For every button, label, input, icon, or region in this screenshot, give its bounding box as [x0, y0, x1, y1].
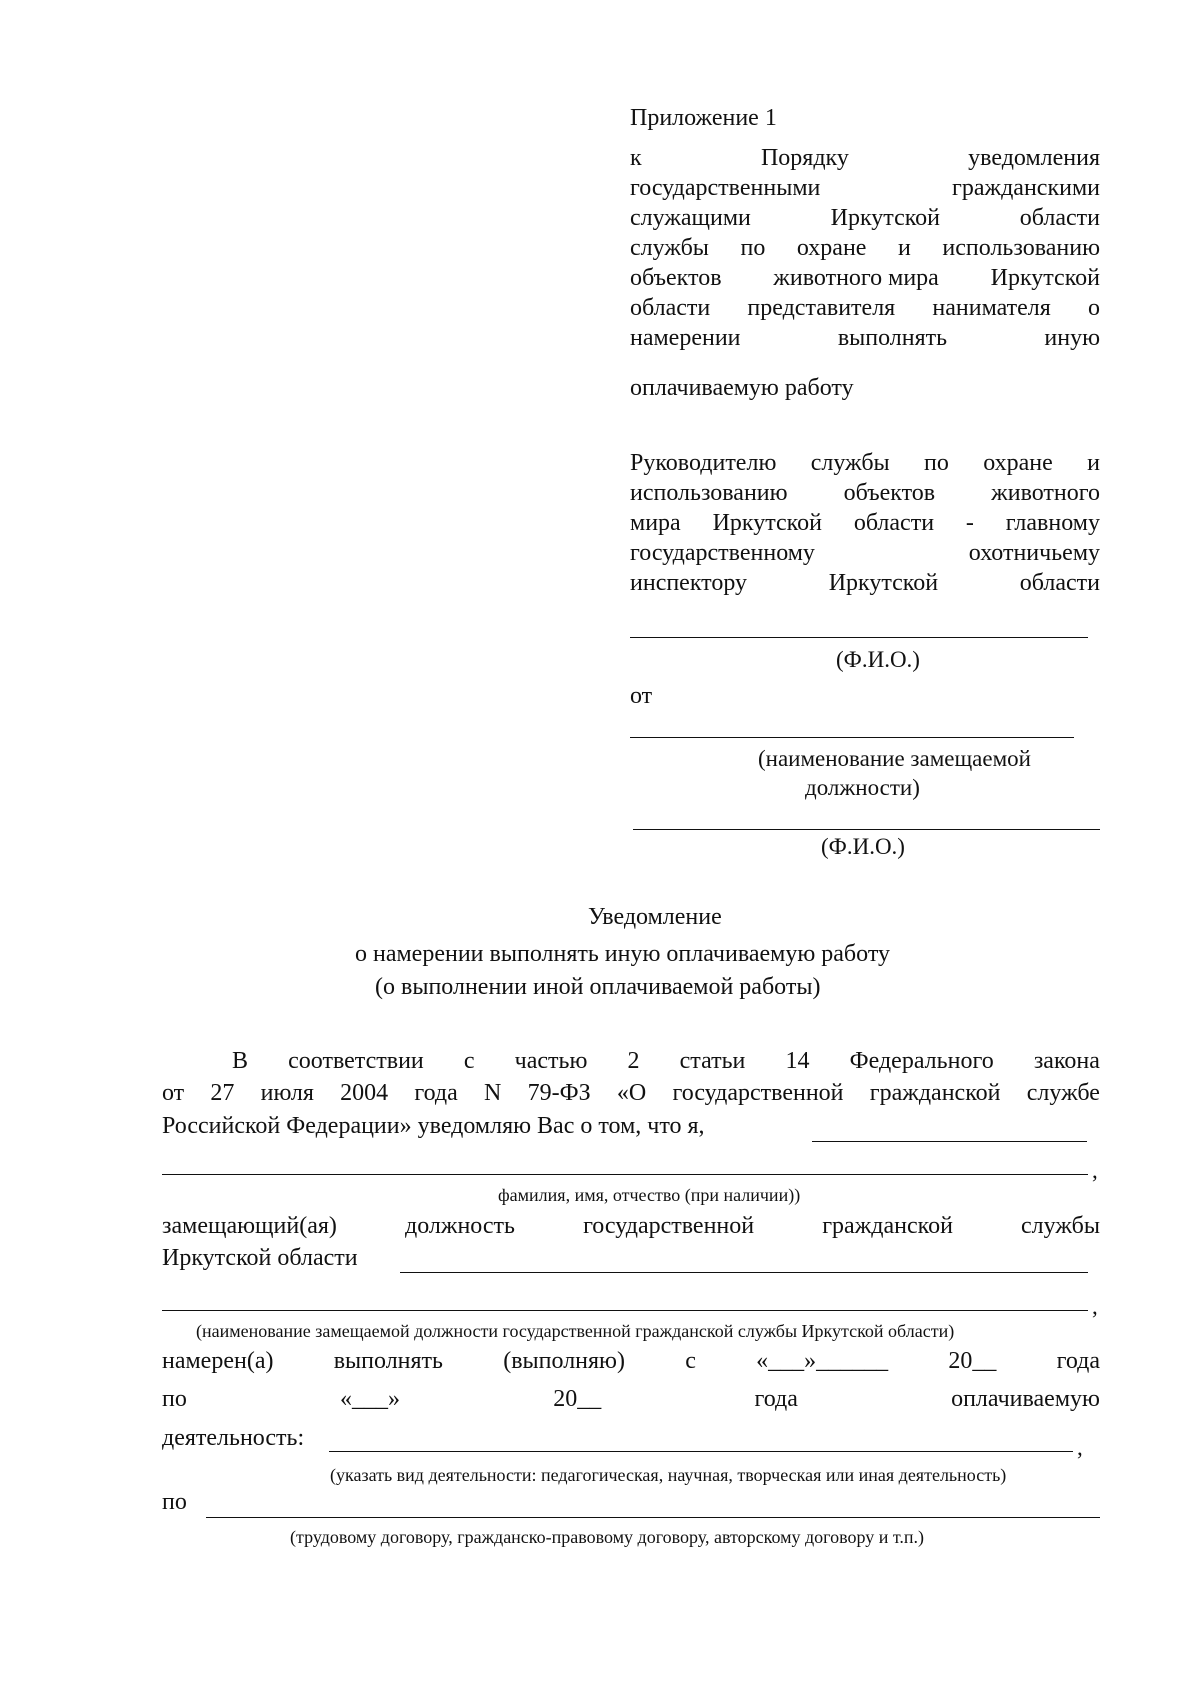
- appendix-line: [630, 175, 1100, 202]
- appendix-word: Иркутской: [990, 265, 1100, 291]
- addressee-line: [630, 480, 1100, 507]
- appendix-word: государственными: [630, 175, 821, 201]
- body-line-1-word: частью: [514, 1048, 588, 1074]
- appendix-word: области: [1019, 205, 1100, 231]
- caption-position: (наименование замещаемой должности государственной гражданской службы Иркутской области): [196, 1321, 955, 1341]
- addressee-word: и: [1087, 450, 1100, 476]
- appendix-line: [630, 325, 1100, 352]
- addressee-word: инспектору: [630, 570, 748, 596]
- body-line-9: по: [162, 1489, 187, 1515]
- addressee-word: Иркутской: [828, 570, 939, 596]
- addressee-line: [630, 450, 1100, 477]
- body-line-2-word: 2004: [340, 1080, 389, 1106]
- body-line-2-word: «О: [616, 1080, 647, 1106]
- appendix-line: [630, 145, 1100, 172]
- body-line-2-word: службе: [1026, 1080, 1100, 1106]
- appendix-word: нанимателя: [932, 295, 1051, 321]
- body-line-4-word: государственной: [583, 1213, 755, 1239]
- body-line-6-word: 20__: [948, 1348, 997, 1374]
- fio-line-2: [633, 829, 1100, 830]
- appendix-word: области: [630, 295, 711, 321]
- fio-caption-2: (Ф.И.О.): [821, 834, 905, 859]
- body-line-4-word: гражданской: [822, 1213, 953, 1239]
- body-line-2-word: июля: [260, 1080, 314, 1106]
- appendix-word: намерении: [630, 325, 741, 351]
- body-line-4: [162, 1213, 1100, 1240]
- appendix-word: о: [1087, 295, 1100, 321]
- appendix-word: представителя: [747, 295, 896, 321]
- comma-2: ,: [1092, 1294, 1098, 1319]
- addressee-word: объектов: [843, 480, 936, 506]
- appendix-line: [630, 205, 1100, 232]
- appendix-word: выполнять: [837, 325, 948, 351]
- body-line-6-word: с: [685, 1348, 696, 1374]
- body-line-7: [162, 1386, 1100, 1413]
- appendix-word: и: [898, 235, 911, 261]
- body-line-2-word: от: [162, 1080, 185, 1106]
- body-line-4-word: должность: [404, 1213, 515, 1239]
- activity-line: [329, 1451, 1073, 1452]
- appendix-word: Иркутской: [830, 205, 941, 231]
- addressee-word: государственному: [630, 540, 815, 566]
- body-line-1-word: статьи: [679, 1048, 746, 1074]
- body-line-7-word: «___»: [340, 1386, 401, 1412]
- body-line-2-word: N: [484, 1080, 502, 1106]
- body-line-3: Российской Федерации» уведомляю Вас о том, что я,: [162, 1113, 705, 1139]
- appendix-word: животного мира: [773, 265, 939, 291]
- body-line-1-word: 2: [627, 1048, 640, 1074]
- from-label: от: [630, 683, 653, 709]
- addressee-word: -: [965, 510, 974, 536]
- appendix-word: по: [740, 235, 766, 261]
- appendix-line: [630, 235, 1100, 262]
- fio-line-1: [630, 637, 1088, 638]
- body-line-2-word: 27: [210, 1080, 235, 1106]
- body-line-7-word: 20__: [553, 1386, 602, 1412]
- body-line-1-word: соответствии: [288, 1048, 424, 1074]
- addressee-word: области: [853, 510, 935, 536]
- body-line-6: [162, 1348, 1100, 1375]
- addressee-word: службы: [810, 450, 890, 476]
- body-line-6-word: выполнять: [333, 1348, 443, 1374]
- addressee-line: [630, 510, 1100, 537]
- appendix-word: использованию: [942, 235, 1100, 261]
- body-line-1-word: 14: [785, 1048, 810, 1074]
- body-line-1-word: закона: [1033, 1048, 1100, 1074]
- appendix-word: уведомления: [968, 145, 1100, 171]
- appendix-last-line: оплачиваемую работу: [630, 375, 854, 401]
- body-line-4-word: замещающий(ая): [162, 1213, 337, 1239]
- comma-3: ,: [1077, 1435, 1083, 1460]
- body-line-1-word: Федерального: [849, 1048, 994, 1074]
- name-line-short: [812, 1141, 1087, 1142]
- body-line-2-word: 79-ФЗ: [527, 1080, 591, 1106]
- addressee-word: по: [924, 450, 949, 476]
- position-line: [630, 737, 1074, 738]
- appendix-line: [630, 295, 1100, 322]
- caption-activity: (указать вид деятельности: педагогическая, научная, творческая или иная деятельность): [330, 1465, 1007, 1485]
- document-subtitle-2: (о выполнении иной оплачиваемой работы): [375, 974, 821, 1000]
- body-line-6-word: (выполняю): [503, 1348, 625, 1374]
- body-line-2-word: гражданской: [869, 1080, 1001, 1106]
- addressee-word: животного: [991, 480, 1100, 506]
- appendix-title: Приложение 1: [630, 105, 777, 131]
- appendix-word: Порядку: [760, 145, 849, 171]
- body-line-2-word: государственной: [672, 1080, 844, 1106]
- addressee-word: охране: [983, 450, 1053, 476]
- body-line-6-word: года: [1056, 1348, 1100, 1374]
- appendix-line: [630, 265, 1100, 292]
- addressee-line: [630, 540, 1100, 567]
- body-line-7-word: оплачиваемую: [951, 1386, 1100, 1412]
- position-caption-1: (наименование замещаемой: [758, 746, 1031, 771]
- appendix-word: к: [630, 145, 642, 171]
- body-line-2: [162, 1080, 1100, 1107]
- addressee-word: главному: [1005, 510, 1100, 536]
- body-line-6-word: «___»______: [756, 1348, 889, 1374]
- appendix-word: охране: [796, 235, 867, 261]
- position-caption-2: должности): [805, 775, 920, 800]
- addressee-line: [630, 570, 1100, 597]
- body-line-5: Иркутской области: [162, 1245, 358, 1271]
- addressee-word: области: [1019, 570, 1100, 596]
- position-line-full: [162, 1310, 1088, 1311]
- body-line-2-word: года: [414, 1080, 458, 1106]
- region-position-line: [400, 1272, 1088, 1273]
- appendix-word: объектов: [630, 265, 722, 291]
- appendix-word: гражданскими: [952, 175, 1100, 201]
- body-line-7-word: по: [162, 1386, 187, 1412]
- document-subtitle-1: о намерении выполнять иную оплачиваемую работу: [355, 941, 890, 967]
- caption-contract: (трудовому договору, гражданско-правовому договору, авторскому договору и т.п.): [290, 1527, 925, 1547]
- body-line-1-word: с: [463, 1048, 475, 1074]
- appendix-word: служащими: [630, 205, 751, 231]
- appendix-word: службы: [630, 235, 709, 261]
- body-line-7-word: года: [754, 1386, 798, 1412]
- body-line-8: деятельность:: [162, 1425, 305, 1451]
- body-line-4-word: службы: [1021, 1213, 1100, 1239]
- body-line-1: [232, 1048, 1100, 1075]
- document-title: Уведомление: [588, 904, 722, 930]
- addressee-word: использованию: [630, 480, 788, 506]
- appendix-word: иную: [1044, 325, 1100, 351]
- body-line-1-word: В: [232, 1048, 249, 1074]
- addressee-word: Иркутской: [712, 510, 822, 536]
- caption-fio: фамилия, имя, отчество (при наличии)): [498, 1185, 801, 1205]
- comma-1: ,: [1092, 1158, 1098, 1183]
- body-line-6-word: намерен(а): [162, 1348, 274, 1374]
- addressee-word: охотничьему: [968, 540, 1100, 566]
- contract-line: [206, 1517, 1100, 1518]
- fio-caption-1: (Ф.И.О.): [836, 647, 920, 672]
- name-line-full: [162, 1174, 1088, 1175]
- addressee-word: мира: [630, 510, 681, 536]
- addressee-word: Руководителю: [630, 450, 777, 476]
